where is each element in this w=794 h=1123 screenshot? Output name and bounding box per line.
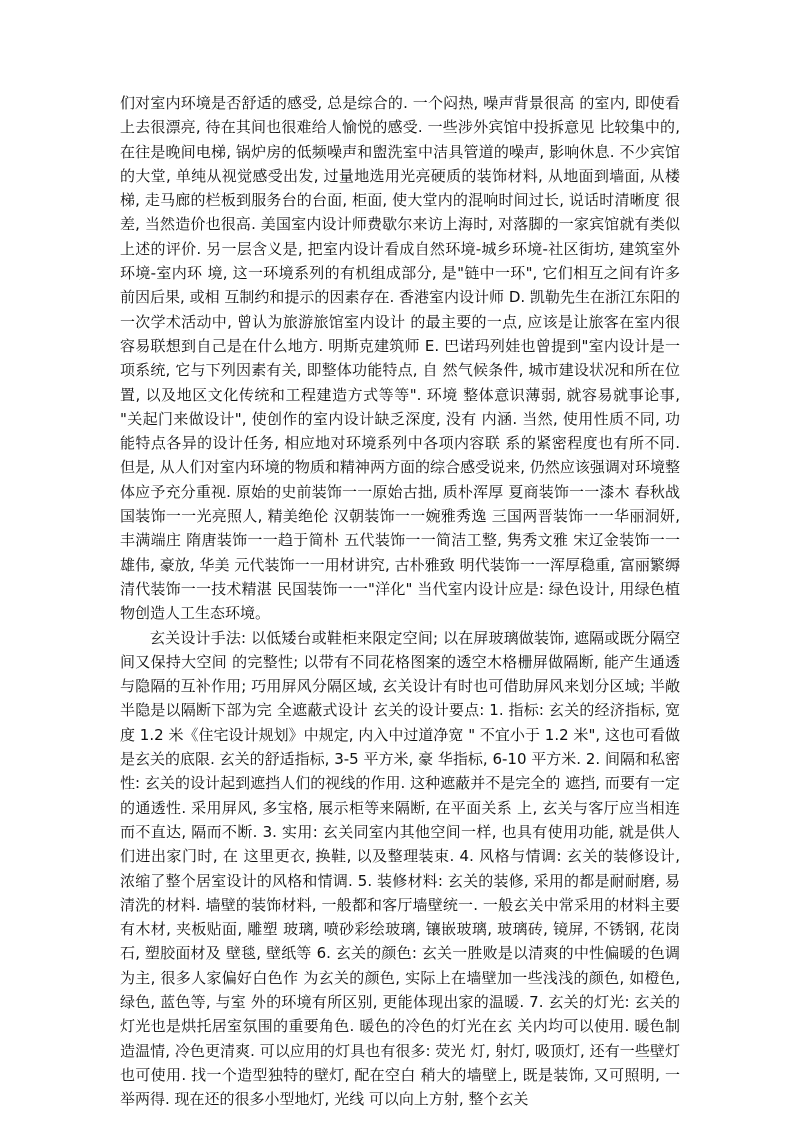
body-paragraph-1: 们对室内环境是否舒适的感受, 总是综合的. 一个闷热, 噪声背景很高 的室内, 即使看上去很漂亮, 待在其间也很难给人愉悦的感受. 一些涉外宾馆中投拆意见 比较集中的, 在往是晚间电梯, 锅炉房的低频噪声和盥洗室中洁具管道的噪声, 影响休息. 不少宾馆的大堂, 单纯从视觉感受出发, 过量地选用光亮硬质的装饰材料, 从地面到墙面, 从楼梯, 走马廊的栏板到服务台的台面, 柜面, 使大堂内的混响时间过长, 说话时清晰度 很差, 当然造价也很高. 美国室内设计师费歇尔来访上海时, 对落脚的一家宾馆就有类似 上述的评价. 另一层含义是, 把室内设计看成自然环境-城乡环境-社区街坊, 建筑室外环境-室内环 境, 这一环境系列的有机组成部分, 是"链中一环", 它们相互之间有许多前因后果, 或相 互制约和提示的因素存在. 香港室内设计师 D. 凯勒先生在浙江东阳的一次学术活动中, 曾认为旅游旅馆室内设计 的最主要的一点, 应该是让旅客在室内很容易联想到自己是在什么地方. 明斯克建筑师 E. 巴诺玛列娃也曾提到"室内设计是一项系统, 它与下列因素有关, 即整体功能特点, 自 然气候条件, 城市建设状况和所在位置, 以及地区文化传统和工程建造方式等等". 环境 整体意识薄弱, 就容易就事论事, "关起门来做设计", 使创作的室内设计缺乏深度, 没有 内涵. 当然, 使用性质不同, 功能特点各异的设计任务, 相应地对环境系列中各项内容联 系的紧密程度也有所不同. 但是, 从人们对室内环境的物质和精神两方面的综合感受说来, 仍然应该强调对环境整体应予充分重视. 原始的史前装饰一一原始古拙, 质朴浑厚 夏商装饰一一漆木 春秋战国装饰一一光亮照人, 精美绝伦 汉朝装饰一一婉雅秀逸 三国两晋装饰一一华丽洞妍, 丰满端庄 隋唐装饰一一趋于简朴 五代装饰一一简洁工整, 隽秀文雅 宋辽金装饰一一雄伟, 豪放, 华美 元代装饰一一用材讲究, 古朴雅致 明代装饰一一浑厚稳重, 富丽繁缛 清代装饰一一技术精湛 民国装饰一一"洋化" 当代室内设计应是: 绿色设计, 用绿色植物创造人工生态环境。	[120, 94, 680, 623]
body-paragraph-2: 玄关设计手法: 以低矮台或鞋柜来限定空间; 以在屏玻璃做装饰, 遮隔或既分隔空间又保持大空间 的完整性; 以带有不同花格图案的透空木格栅屏做隔断, 能产生通透与隐隔的互补作用; 巧用屏风分隔区域, 玄关设计有时也可借助屏风来划分区域; 半敞半隐是以隔断下部为完 全遮蔽式设计 玄关的设计要点: 1. 指标: 玄关的经济指标, 宽度 1.2 米《住宅设计规划》中规定, 内入中过道净宽 " 不宜小于 1.2 米", 这也可看做是玄关的底限. 玄关的舒适指标, 3-5 平方米, 豪 华指标, 6-10 平方米. 2. 间隔和私密性: 玄关的设计起到遮挡人们的视线的作用. 这种遮蔽并不是完全的 遮挡, 而要有一定的通透性. 采用屏风, 多宝格, 展示柜等来隔断, 在平面关系 上, 玄关与客厅应当相连而不直达, 隔而不断. 3. 实用: 玄关同室内其他空间一样, 也具有使用功能, 就是供人们进出家门时, 在 这里更衣, 换鞋, 以及整理装束. 4. 风格与情调: 玄关的装修设计, 浓缩了整个居室设计的风格和情调. 5. 装修材料: 玄关的装修, 采用的都是耐耐磨, 易清洗的材料. 墙壁的装饰材料, 一般都和客厅墙壁统一. 一般玄关中常采用的材料主要有木材, 夹板贴面, 雕塑 玻璃, 喷砂彩绘玻璃, 镶嵌玻璃, 玻璃砖, 镜屏, 不锈钢, 花岗石, 塑胶面材及 壁毯, 壁纸等 6. 玄关的颜色: 玄关一胜败是以清爽的中性偏暖的色调为主, 很多人家偏好白色作 为玄关的颜色, 实际上在墙壁加一些浅浅的颜色, 如橙色, 绿色, 蓝色等, 与室 外的环境有所区别, 更能体现出家的温暖. 7. 玄关的灯光: 玄关的灯光也是烘托居室氛围的重要角色. 暖色的冷色的灯光在玄 关内均可以使用. 暖色制造温情, 冷色更清爽. 可以应用的灯具也有很多: 荧光 灯, 射灯, 吸顶灯, 还有一些壁灯也可使用. 找一个造型独特的壁灯, 配在空白 稍大的墙壁上, 既是装饰, 又可照明, 一举两得. 现在还的很多小型地灯, 光线 可以向上方射, 整个玄关	[120, 628, 680, 1109]
document-page	[120, 91, 680, 1111]
